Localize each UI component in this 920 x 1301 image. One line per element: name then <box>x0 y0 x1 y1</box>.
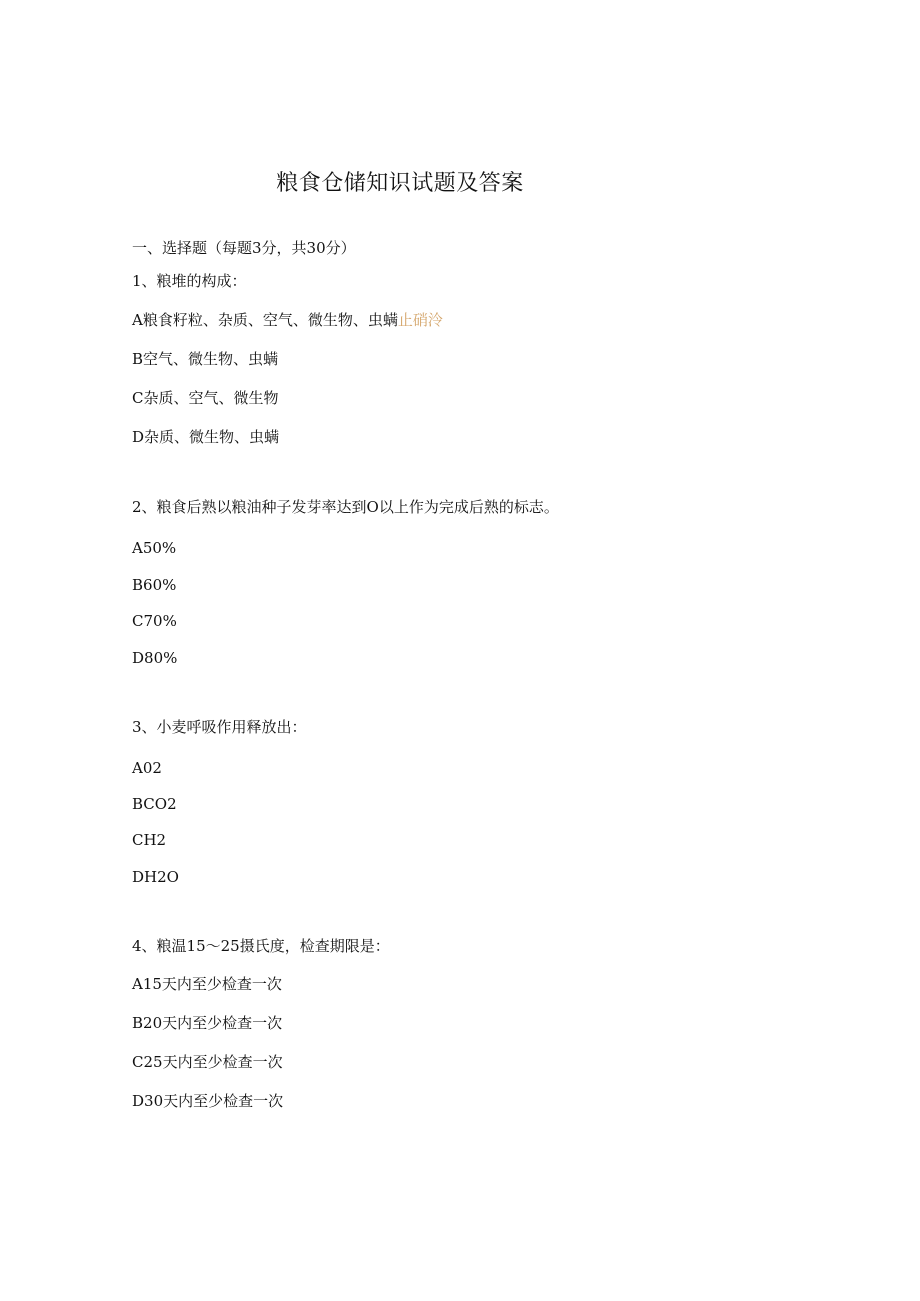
question-1-option-a <box>132 309 443 331</box>
document-title: 粮食仓储知识试题及答案 <box>276 171 524 196</box>
question-1-option-b: B空气、微生物、虫螨 <box>132 350 279 368</box>
question-2-option-a: A50% <box>132 539 177 557</box>
question-4-option-a: A15天内至少检查一次 <box>132 975 282 993</box>
question-1-option-a-overlay: 止硝泠 <box>397 311 443 329</box>
question-1-stem: 1、粮堆的构成： <box>132 272 247 290</box>
question-4-option-d: D30天内至少检查一次 <box>132 1092 284 1110</box>
question-3-option-c: CH2 <box>132 831 167 849</box>
question-3-option-d: DH2O <box>132 868 179 886</box>
question-3-option-b: BCO2 <box>132 795 177 813</box>
question-2-stem: 2、粮食后熟以粮油种子发芽率达到O以上作为完成后熟的标志。 <box>132 498 559 516</box>
question-2-option-c: C70% <box>132 612 177 630</box>
question-3-option-a: A02 <box>132 759 162 777</box>
question-2-option-d: D80% <box>132 649 178 667</box>
question-4-option-b: B20天内至少检查一次 <box>132 1014 283 1032</box>
question-1-option-c: C杂质、空气、微生物 <box>132 389 279 407</box>
section-heading: 一、选择题（每题3分，共30分） <box>132 239 356 257</box>
question-3-stem: 3、小麦呼吸作用释放出： <box>132 718 307 736</box>
question-4-option-c: C25天内至少检查一次 <box>132 1053 283 1071</box>
question-1-option-a-text: A粮食籽粒、杂质、空气、微生物、虫螨 <box>132 311 398 329</box>
question-4-stem: 4、粮温15～25摄氏度，检查期限是： <box>132 937 390 955</box>
question-1-option-d: D杂质、微生物、虫螨 <box>132 428 280 446</box>
question-2-option-b: B60% <box>132 576 177 594</box>
